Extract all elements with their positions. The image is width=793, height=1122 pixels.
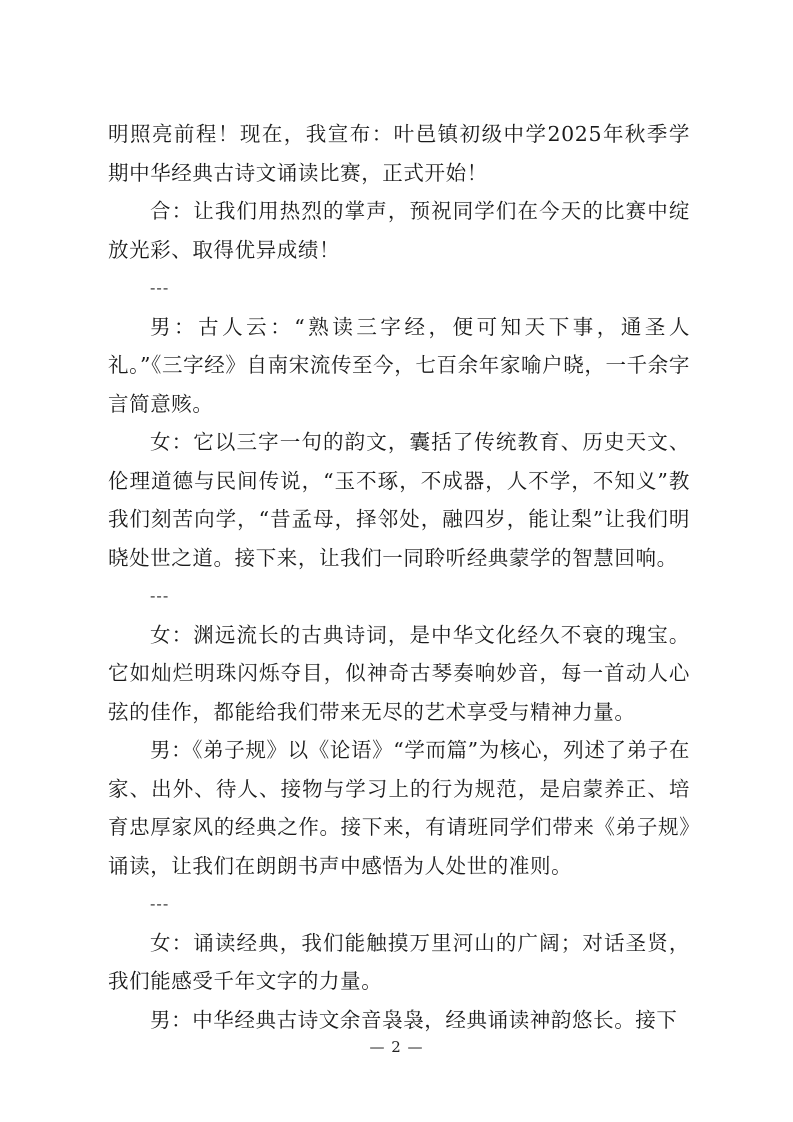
paragraph: 合：让我们用热烈的掌声，预祝同学们在今天的比赛中绽放光彩、取得优异成绩！ [108, 199, 690, 262]
section-separator: --- [150, 278, 170, 297]
page-number: — 2 — [369, 1038, 424, 1056]
paragraph: 女：诵读经典，我们能触摸万里河山的广阔；对话圣贤，我们能感受千年文字的力量。 [108, 930, 690, 993]
paragraph: 男：古人云：“熟读三字经，便可知天下事，通圣人礼。”《三字经》自南宋流传至今，七百余年家喻户晓，一千余字言简意赅。 [108, 314, 690, 416]
document-body [108, 115, 690, 1039]
section-separator: --- [150, 586, 170, 605]
paragraph: 女：它以三字一句的韵文，囊括了传统教育、历史天文、伦理道德与民间传说，“玉不琢，不成器，人不学，不知义”教我们刻苦向学，“昔孟母，择邻处，融四岁，能让梨”让我们明晓处世之道。接下来，让我们一同聆听经典蒙学的智慧回响。 [108, 430, 690, 570]
paragraph: 女：渊远流长的古典诗词，是中华文化经久不衰的瑰宝。它如灿烂明珠闪烁夺目，似神奇古琴奏响妙音，每一首动人心弦的佳作，都能给我们带来无尽的艺术享受与精神力量。 [108, 622, 690, 724]
section-separator: --- [150, 894, 170, 913]
paragraph: 男：《弟子规》以《论语》“学而篇”为核心，列述了弟子在家、出外、待人、接物与学习上的行为规范，是启蒙养正、培育忠厚家风的经典之作。接下来，有请班同学们带来《弟子规》诵读，让我们在朗朗书声中感悟为人处世的准则。 [108, 738, 690, 878]
paragraph: 明照亮前程！现在，我宣布：叶邑镇初级中学2025年秋季学期中华经典古诗文诵读比赛，正式开始！ [108, 122, 690, 185]
paragraph: 男：中华经典古诗文余音袅袅，经典诵读神韵悠长。接下 [150, 1007, 678, 1032]
